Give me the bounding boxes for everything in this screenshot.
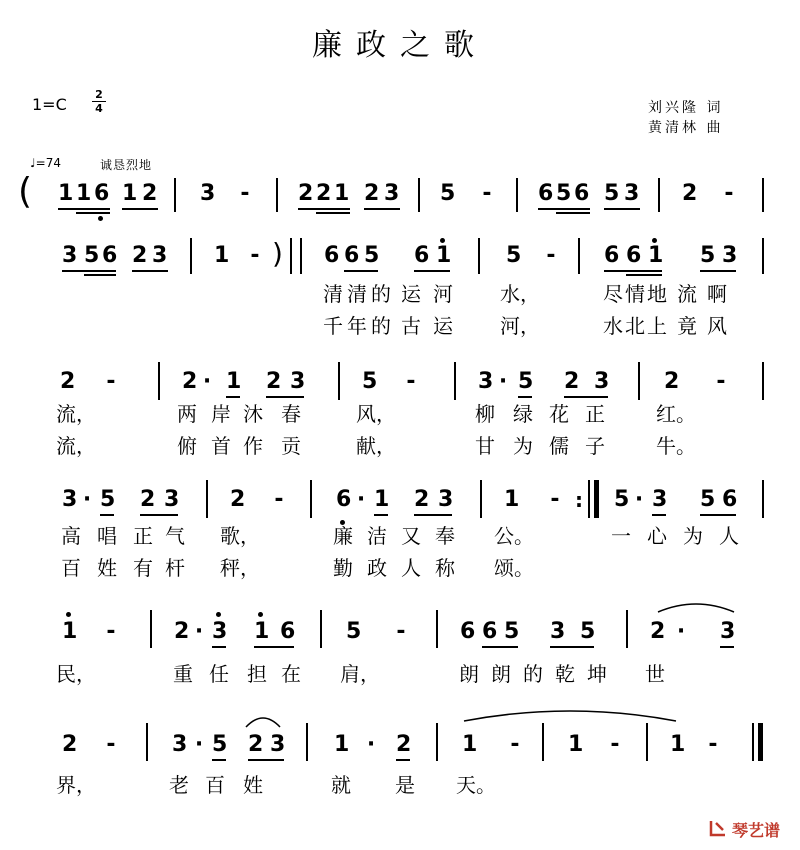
tie: [460, 707, 680, 723]
underline: [652, 514, 666, 516]
note: 1: [334, 732, 350, 757]
lyric: 风，: [356, 402, 396, 426]
note: 5: [614, 487, 630, 512]
underline: [254, 646, 294, 648]
note: 6: [460, 619, 476, 644]
lyric: 河，: [500, 314, 540, 338]
underline: [132, 270, 168, 272]
note: 1: [374, 487, 390, 512]
lyric: 朗: [459, 662, 479, 686]
lyric: 清: [323, 282, 343, 306]
lyric: 水，: [500, 282, 540, 306]
lyric: 两: [177, 402, 197, 426]
expression-marking: 诚恳烈地: [100, 158, 153, 172]
lyric: 肩，: [340, 662, 380, 686]
score-row-1: [0, 171, 800, 218]
note: 2: [364, 181, 380, 206]
note: 3: [62, 487, 78, 512]
lyric: 界，: [56, 773, 96, 797]
lyric: 情: [625, 282, 645, 306]
lyric: 重: [173, 662, 193, 686]
note: -: [716, 369, 726, 394]
note: -: [482, 181, 492, 206]
note: 1: [648, 243, 664, 268]
lyric: 高: [61, 524, 81, 548]
lyric: 公。: [494, 524, 534, 548]
lyric: 为: [683, 524, 703, 548]
underline: [626, 274, 662, 276]
note: 6: [482, 619, 498, 644]
note: 5: [346, 619, 362, 644]
lyric: 勤: [333, 556, 353, 580]
underline: [76, 212, 110, 214]
note: 3: [200, 181, 216, 206]
note: -: [510, 732, 520, 757]
note: 3: [722, 243, 738, 268]
lyric: 姓: [97, 556, 117, 580]
note: 1: [334, 181, 350, 206]
note: 6: [336, 487, 352, 512]
barline: [190, 238, 192, 274]
note: 3: [478, 369, 494, 394]
lyric: 姓: [243, 773, 263, 797]
time-signature-top: 2: [95, 88, 103, 101]
lyric: 啊: [707, 282, 727, 306]
note: -: [724, 181, 734, 206]
lyric: 水: [603, 314, 623, 338]
note: 5: [84, 243, 100, 268]
underline: [564, 396, 608, 398]
lyric: 花: [549, 402, 569, 426]
note: 3: [652, 487, 668, 512]
note: 3: [270, 732, 286, 757]
underline: [374, 514, 388, 516]
note: -: [610, 732, 620, 757]
lyric: 为: [513, 434, 533, 458]
note: 6: [344, 243, 360, 268]
note: 1: [670, 732, 686, 757]
underline: [212, 759, 226, 761]
underline: [298, 208, 350, 210]
lyric: 百: [205, 773, 225, 797]
lyric: 岸: [211, 402, 231, 426]
watermark-logo: [708, 816, 798, 842]
barline: [762, 238, 764, 274]
barline: [762, 362, 764, 400]
underline: [604, 270, 662, 272]
underline: [266, 396, 304, 398]
lyric: 又: [401, 524, 421, 548]
barline: [338, 362, 340, 400]
lyric: 俯: [177, 434, 197, 458]
tempo-marking: ♩=74: [30, 156, 61, 170]
note: 2: [316, 181, 332, 206]
lyric: 河: [433, 282, 453, 306]
note: 3: [624, 181, 640, 206]
logo-icon: [708, 818, 728, 838]
lyric: 有: [133, 556, 153, 580]
high-octave-dot: [216, 612, 221, 617]
lyric: 北: [625, 314, 645, 338]
lyric: 献，: [356, 434, 396, 458]
high-octave-dot: [440, 238, 445, 243]
lyric: 上: [647, 314, 667, 338]
lyric: 清: [347, 282, 367, 306]
slur: [656, 600, 736, 614]
score-row-5: [0, 600, 800, 700]
note: 3: [164, 487, 180, 512]
lyric: 担: [247, 662, 267, 686]
barline: [206, 480, 208, 518]
lyric: 作: [243, 434, 263, 458]
underline: [604, 208, 640, 210]
lyric: 颂。: [494, 556, 534, 580]
note: 3: [384, 181, 400, 206]
lyric: 尽: [603, 282, 623, 306]
lyric: 世: [645, 662, 665, 686]
note: 2: [248, 732, 264, 757]
note: 5: [100, 487, 116, 512]
barline: [158, 362, 160, 400]
note: 1: [76, 181, 92, 206]
underline: [122, 208, 158, 210]
note: 1: [504, 487, 520, 512]
lyric: 运: [401, 282, 421, 306]
lyric: 洁: [367, 524, 387, 548]
note: 2: [396, 732, 412, 757]
barline: [146, 723, 148, 761]
note: 2: [60, 369, 76, 394]
lyric: 儒: [549, 434, 569, 458]
lyric: 秤，: [220, 556, 260, 580]
lyric: 的: [371, 314, 391, 338]
barline: [478, 238, 480, 274]
lyric: 流，: [56, 434, 96, 458]
score-row-3: [0, 362, 800, 482]
lyric: 歌，: [220, 524, 260, 548]
open-parenthesis: (: [18, 171, 33, 212]
lyric: 首: [211, 434, 231, 458]
note: 6: [626, 243, 642, 268]
note: ·: [366, 732, 376, 757]
note: 3: [290, 369, 306, 394]
note: 2: [62, 732, 78, 757]
barline: [174, 178, 176, 212]
barline: [762, 480, 764, 518]
note: 5: [440, 181, 456, 206]
note: 6: [94, 181, 110, 206]
song-title: 廉政之歌: [312, 28, 488, 63]
barline: [646, 723, 648, 761]
underline: [482, 646, 518, 648]
barline: [418, 178, 420, 212]
note: 6: [324, 243, 340, 268]
lyric: 气: [165, 524, 185, 548]
lyric: 子: [585, 434, 605, 458]
time-signature-bottom: 4: [92, 101, 106, 115]
lyric: 绿: [513, 402, 533, 426]
underline: [518, 396, 532, 398]
lyric: 千: [323, 314, 343, 338]
underline: [414, 514, 452, 516]
underline: [414, 270, 450, 272]
note: 3: [438, 487, 454, 512]
key-signature: 1=C: [32, 95, 67, 114]
underline: [62, 270, 116, 272]
barline: [626, 610, 628, 648]
barline: [320, 610, 322, 648]
lyric: 杆: [165, 556, 185, 580]
underline: [212, 646, 226, 648]
note: 5: [700, 487, 716, 512]
note: 3: [152, 243, 168, 268]
barline: [658, 178, 660, 212]
high-octave-dot: [66, 612, 71, 617]
time-signature: [92, 88, 106, 115]
underline: [226, 396, 240, 398]
note: -: [550, 487, 560, 512]
lyric: 甘: [475, 434, 495, 458]
underline: [396, 759, 410, 761]
barline: [436, 723, 438, 761]
lyric: 百: [61, 556, 81, 580]
note: 1: [122, 181, 138, 206]
note: ·: [194, 732, 204, 757]
underline: [556, 212, 590, 214]
note: 2: [182, 369, 198, 394]
note: -: [106, 732, 116, 757]
underline: [538, 208, 590, 210]
barline: [542, 723, 544, 761]
repeat-sign: :: [575, 488, 583, 512]
note: 2: [414, 487, 430, 512]
note: 1: [58, 181, 74, 206]
close-parenthesis: ): [272, 237, 283, 270]
note: -: [106, 369, 116, 394]
note: -: [274, 487, 284, 512]
lyric: 朗: [491, 662, 511, 686]
note: -: [708, 732, 718, 757]
barline: [300, 238, 302, 274]
underline: [344, 270, 378, 272]
note: ·: [202, 369, 212, 394]
note: 6: [604, 243, 620, 268]
note: 1: [436, 243, 452, 268]
barline: [454, 362, 456, 400]
lyric: 一: [611, 524, 631, 548]
slur: [244, 713, 282, 729]
high-octave-dot: [258, 612, 263, 617]
lyric: 人: [719, 524, 739, 548]
note: ·: [634, 487, 644, 512]
note: 5: [364, 243, 380, 268]
note: 2: [142, 181, 158, 206]
note: 6: [722, 487, 738, 512]
note: 3: [550, 619, 566, 644]
note: -: [106, 619, 116, 644]
note: 5: [700, 243, 716, 268]
underline: [140, 514, 178, 516]
note: ·: [356, 487, 366, 512]
note: 5: [556, 181, 572, 206]
lyric: 流，: [56, 402, 96, 426]
barline: [276, 178, 278, 212]
lyric: 民，: [56, 662, 96, 686]
underline: [364, 208, 400, 210]
note: 1: [62, 619, 78, 644]
barline: [436, 610, 438, 648]
note: 6: [102, 243, 118, 268]
lyric: 沐: [243, 402, 263, 426]
barline: [480, 480, 482, 518]
score-row-2: [0, 238, 800, 358]
note: -: [240, 181, 250, 206]
barline: [290, 238, 292, 274]
note: 2: [298, 181, 314, 206]
note: 5: [604, 181, 620, 206]
note: -: [250, 243, 260, 268]
lyric: 红。: [656, 402, 696, 426]
barline: [150, 610, 152, 648]
lyric: 流: [677, 282, 697, 306]
thick-barline: [594, 480, 599, 518]
lyric: 的: [523, 662, 543, 686]
barline: [762, 178, 764, 212]
underline: [248, 759, 284, 761]
lyric: 心: [647, 524, 667, 548]
lyric: 在: [281, 662, 301, 686]
note: 5: [212, 732, 228, 757]
note: ·: [676, 619, 686, 644]
underline: [58, 208, 110, 210]
final-barline-thick: [758, 723, 763, 761]
lyric: 坤: [587, 662, 607, 686]
note: 5: [504, 619, 520, 644]
note: 1: [568, 732, 584, 757]
barline: [306, 723, 308, 761]
lyric: 是: [395, 773, 415, 797]
underline: [316, 212, 350, 214]
lyric: 春: [281, 402, 301, 426]
underline: [100, 514, 114, 516]
barline: [578, 238, 580, 274]
note: ·: [82, 487, 92, 512]
note: -: [546, 243, 556, 268]
watermark-text: 琴艺谱: [732, 821, 781, 840]
lyric: 奉: [435, 524, 455, 548]
lyric: 就: [331, 773, 351, 797]
low-octave-dot: [98, 216, 103, 221]
note: 2: [682, 181, 698, 206]
lyric: 正: [585, 402, 605, 426]
lyric: 贡: [281, 434, 301, 458]
note: 2: [564, 369, 580, 394]
note: -: [396, 619, 406, 644]
note: -: [406, 369, 416, 394]
lyric: 柳: [475, 402, 495, 426]
lyric: 任: [209, 662, 229, 686]
note: 5: [518, 369, 534, 394]
underline: [700, 514, 736, 516]
note: 6: [414, 243, 430, 268]
lyric: 老: [169, 773, 189, 797]
underline: [700, 270, 736, 272]
note: 3: [172, 732, 188, 757]
lyric: 年: [347, 314, 367, 338]
final-barline-thin: [752, 723, 754, 761]
note: ·: [498, 369, 508, 394]
note: 2: [132, 243, 148, 268]
note: 3: [594, 369, 610, 394]
barline: [638, 362, 640, 400]
underline: [84, 274, 116, 276]
note: 2: [140, 487, 156, 512]
note: 6: [574, 181, 590, 206]
note: ·: [194, 619, 204, 644]
lyric: 古: [401, 314, 421, 338]
lyric: 人: [401, 556, 421, 580]
note: 3: [212, 619, 228, 644]
note: 1: [214, 243, 230, 268]
lyric: 唱: [97, 524, 117, 548]
note: 5: [506, 243, 522, 268]
note: 5: [580, 619, 596, 644]
lyric: 的: [371, 282, 391, 306]
note: 2: [174, 619, 190, 644]
note: 6: [538, 181, 554, 206]
note: 3: [62, 243, 78, 268]
lyric: 地: [647, 282, 667, 306]
high-octave-dot: [652, 238, 657, 243]
note: 1: [226, 369, 242, 394]
lyric: 竟: [677, 314, 697, 338]
barline: [588, 480, 590, 518]
note: 5: [362, 369, 378, 394]
lyric: 乾: [555, 662, 575, 686]
lyric: 运: [433, 314, 453, 338]
lyric: 正: [133, 524, 153, 548]
note: 2: [266, 369, 282, 394]
note: 1: [462, 732, 478, 757]
lyric: 廉: [333, 524, 353, 548]
score-row-4: [0, 480, 800, 600]
barline: [516, 178, 518, 212]
score-row-6: [0, 705, 800, 805]
barline: [310, 480, 312, 518]
note: 2: [664, 369, 680, 394]
note: 2: [230, 487, 246, 512]
lyric: 称: [435, 556, 455, 580]
lyric: 牛。: [656, 434, 696, 458]
lyric: 天。: [456, 773, 496, 797]
underline: [720, 646, 734, 648]
note: 6: [280, 619, 296, 644]
lyric: 政: [367, 556, 387, 580]
note: 3: [720, 619, 736, 644]
composer: 黄清林 曲: [648, 120, 724, 136]
lyric: 风: [707, 314, 727, 338]
underline: [550, 646, 594, 648]
note: 2: [650, 619, 666, 644]
lyricist: 刘兴隆 词: [648, 100, 724, 116]
note: 1: [254, 619, 270, 644]
